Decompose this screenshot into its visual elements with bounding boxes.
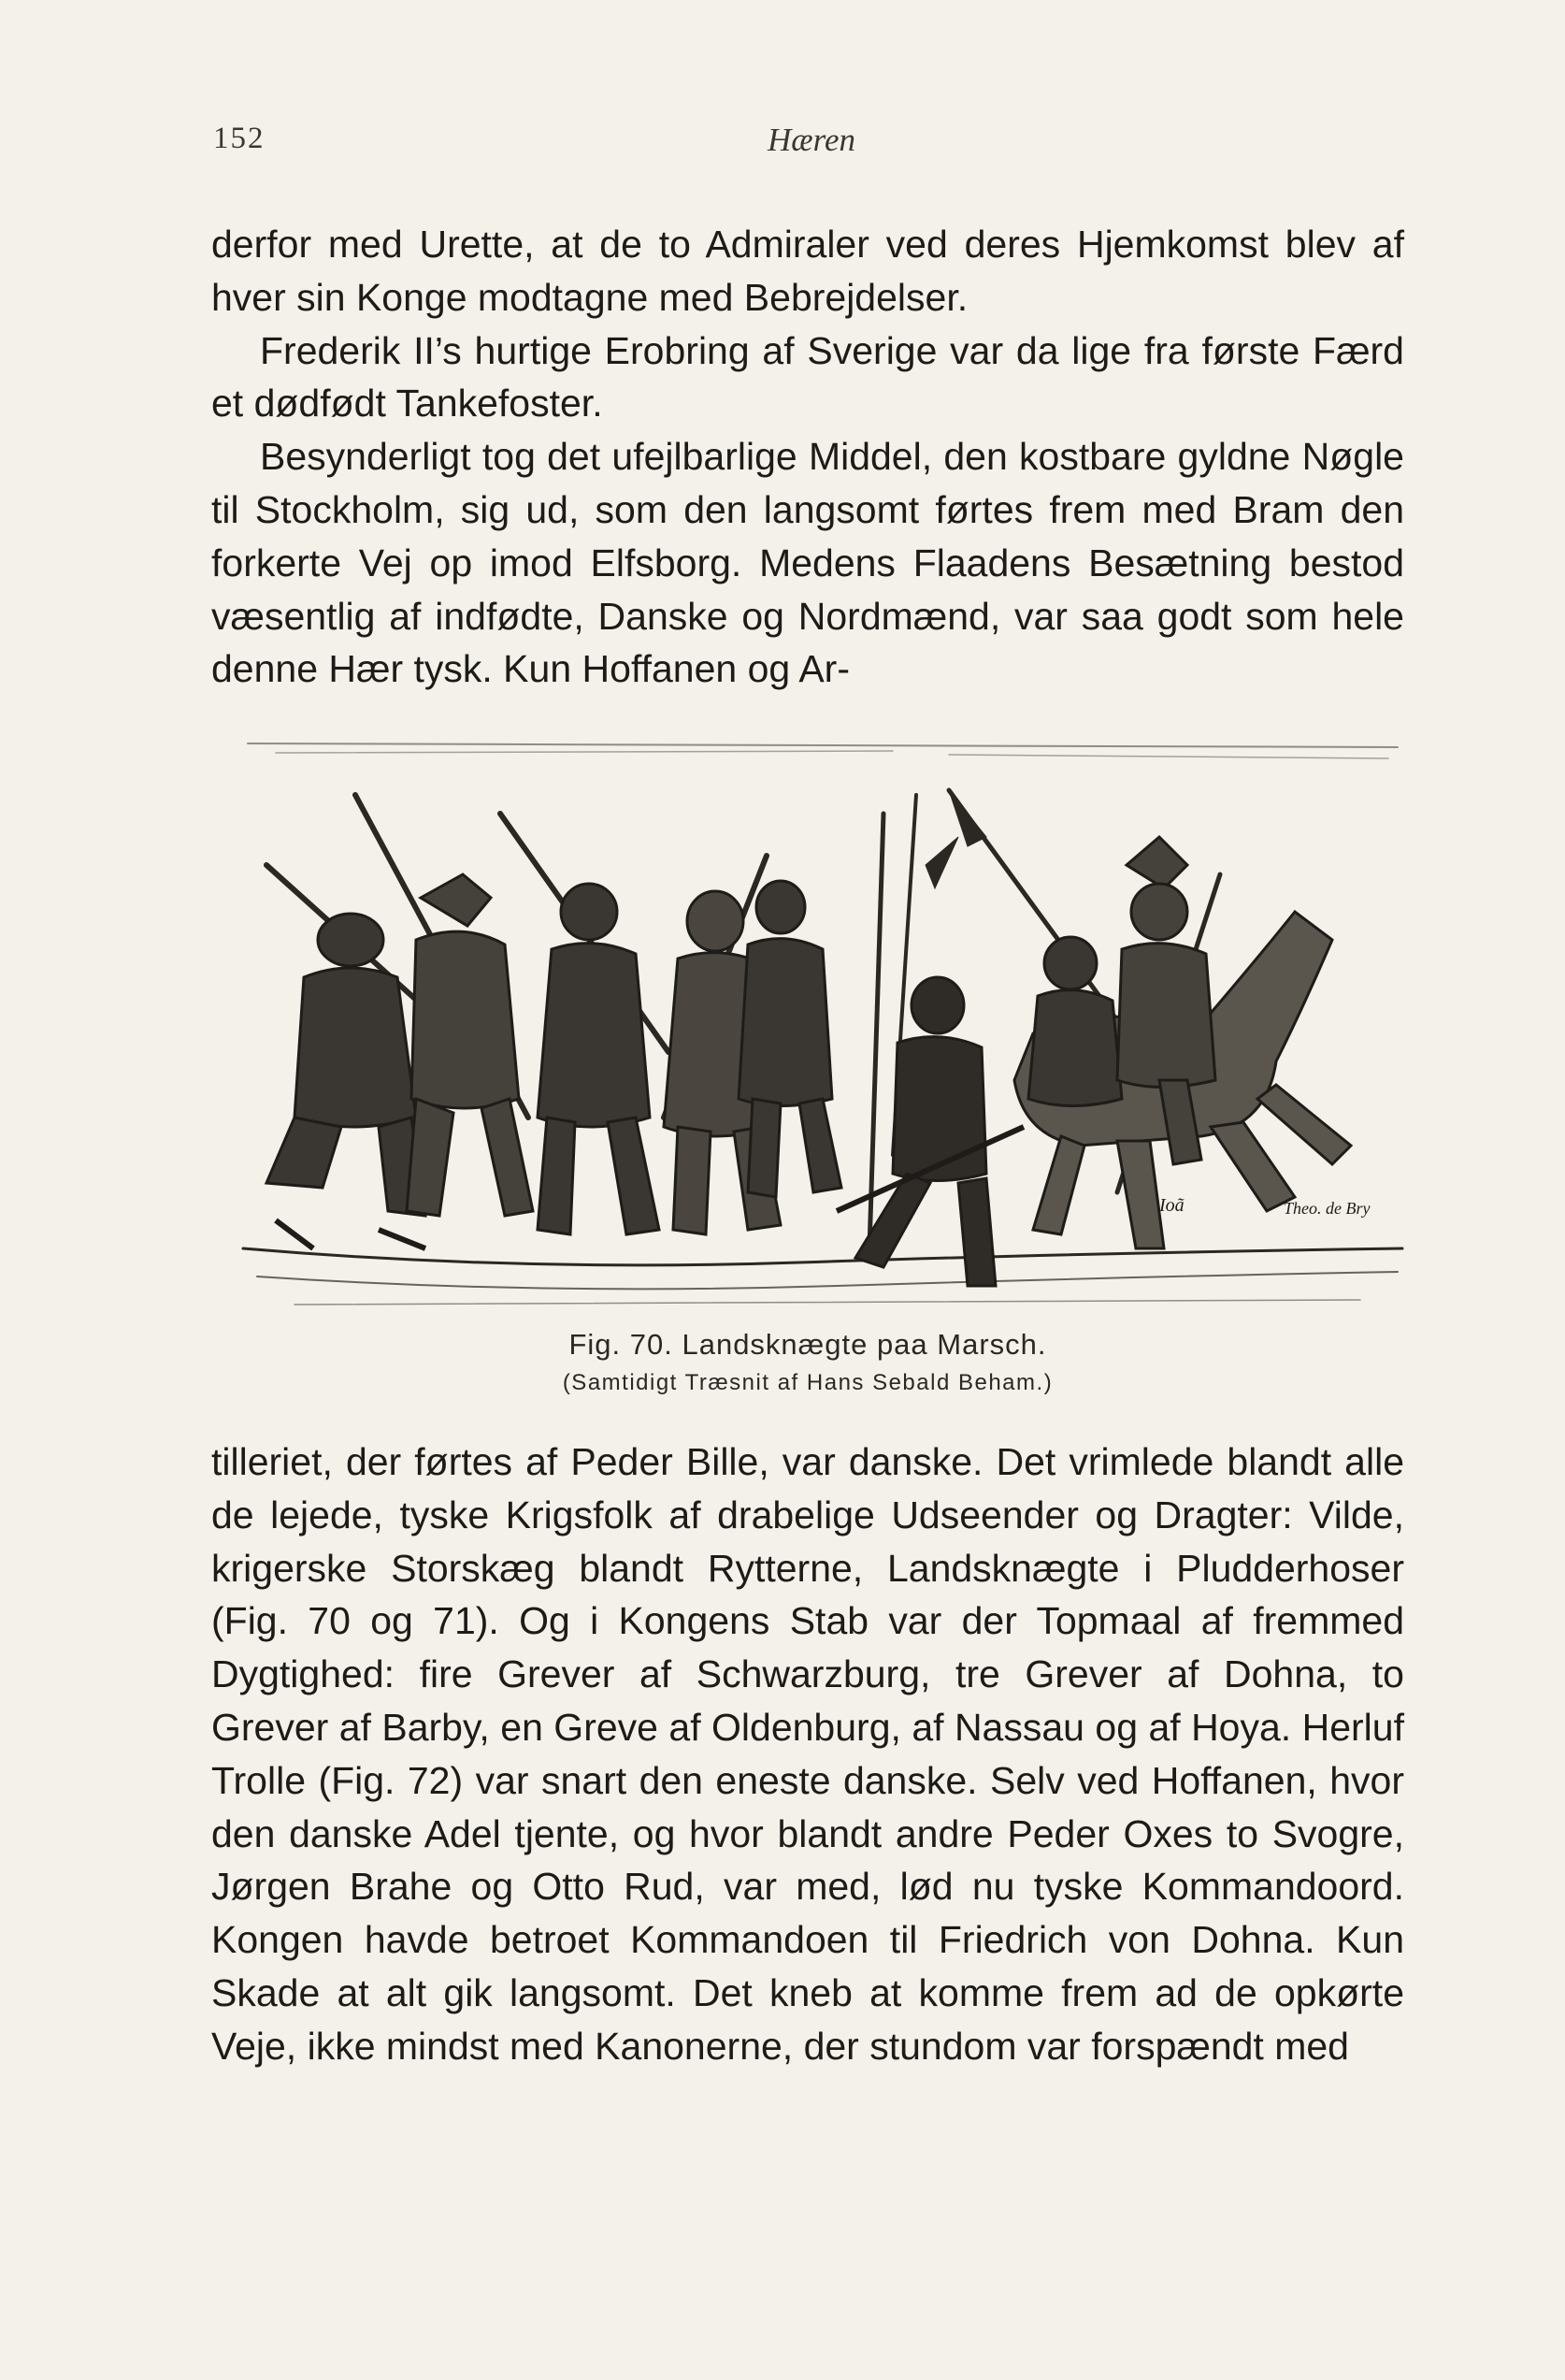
woodcut-illustration [238,725,1407,1323]
paragraph: Frederik II’s hurtige Erobring af Sverige var da lige fra første Færd et dødfødt Tankefoster. [211,328,1404,426]
body-text-top [211,218,1404,696]
rider-figure [1028,937,1122,1106]
body-text-bottom [211,1435,1404,2073]
running-title: Hæren [768,122,855,158]
paragraph: tilleriet, der førtes af Peder Bille, var danske. Det vrimlede blandt alle de lejede, tyske Krigsfolk af drabelige Udseender og Dragter: Vilde, krigerske Storskæg blandt Rytterne, Landsknægte i Pludderhoser (Fig. 70 og 71). Og i Kongens Stab var der Topmaal af fremmed Dygtighed: fire Grever af Schwarzburg, tre Grever af Dohna, to Grever af Barby, en Greve af Oldenburg, af Nassau og af Hoya. Herluf Trolle (Fig. 72) var snart den eneste danske. Selv ved Hoffanen, hvor den danske Adel tjente, og hvor blandt andre Peder Oxes to Svogre, Jørgen Brahe og Otto Rud, var med, lød nu tyske Kommandoord. Kongen havde betroet Kommandoen til Friedrich von Dohna. Kun Skade at alt gik langsomt. Det kneb at komme frem ad de opkørte Veje, ikke mindst med Kanonerne, der stundom var forspændt med [211,1440,1404,2068]
soldier-figure [538,884,659,1234]
running-head [213,122,1410,168]
soldier-figure [837,977,1024,1286]
page-number: 152 [213,122,266,155]
soldier-figure [266,914,425,1248]
artist-signature-left: Ioã [1159,1195,1185,1216]
artist-signature-right: Theo. de Bry [1284,1199,1371,1218]
paragraph: derfor med Urette, at de to Admiraler ved deres Hjemkomst blev af hver sin Konge modtagne med Bebrejdelser. [211,223,1404,319]
landsknecht-march-woodcut [238,725,1407,1323]
figure-caption: Fig. 70. Landsknægte paa Marsch. [568,1328,1047,1361]
soldier-figure [739,881,841,1197]
figure-credit: (Samtidigt Træsnit af Hans Sebald Beham.) [562,1370,1054,1395]
paragraph: Besynderligt tog det ufejlbarlige Middel, den kostbare gyldne Nøgle til Stockholm, sig ud, som den langsomt førtes frem med Bram den forkerte Vej op imod Elfsborg. Medens Flaadens Besætning bestod væsentlig af indfødte, Danske og Nordmænd, var saa godt som hele denne Hær tysk. Kun Hoffanen og Ar- [211,435,1404,691]
